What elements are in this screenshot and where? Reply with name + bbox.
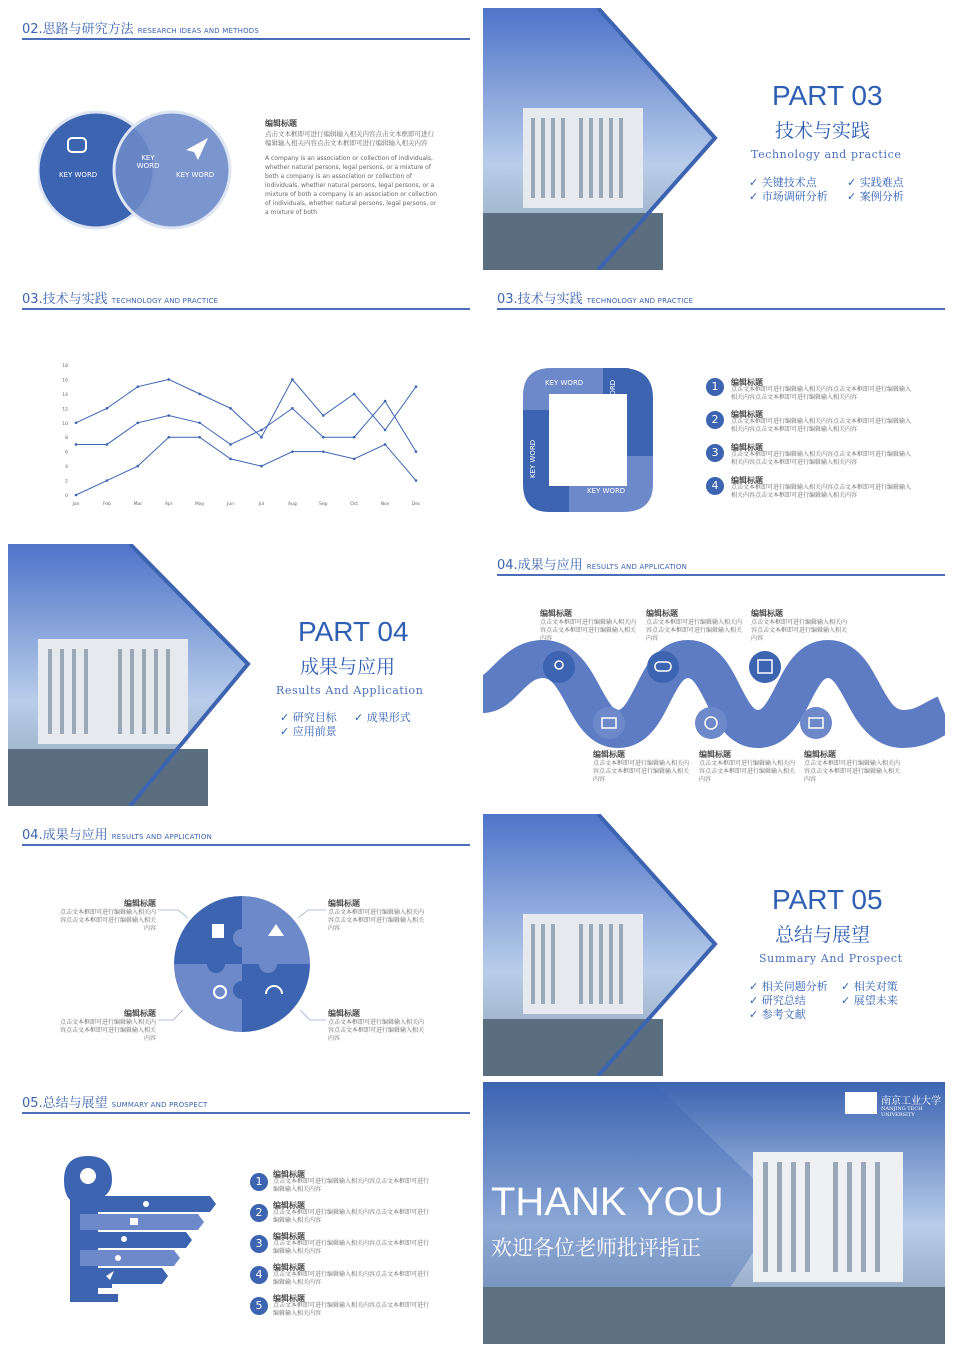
data-point bbox=[198, 421, 201, 424]
check-item: ✓ 关键技术点 bbox=[749, 176, 817, 189]
puzzle-item: 编辑标题 点击文本框即可进行编辑输入相关内容点击文本框即可进行编辑输入相关内容 bbox=[59, 899, 156, 932]
number-badge: 2 bbox=[706, 411, 724, 429]
data-point bbox=[137, 465, 140, 468]
slide-subtitle: TECHNOLOGY AND PRACTICE bbox=[111, 297, 219, 305]
part-number: PART 05 bbox=[772, 884, 883, 915]
item-desc: 点击文本框即可进行编辑输入相关内容点击文本框即可进行编辑输入相关内容 bbox=[273, 1178, 430, 1193]
x-tick-label: Sep bbox=[319, 502, 328, 507]
check-item: ✓ 相关问题分析 bbox=[749, 980, 828, 993]
location-icon bbox=[121, 1236, 127, 1242]
data-point bbox=[384, 400, 387, 403]
slide-title: 05.总结与展望 bbox=[22, 1096, 108, 1111]
data-point bbox=[75, 443, 78, 446]
part-title: 成果与应用 bbox=[300, 656, 396, 678]
check-item: ✓ 研究总结 bbox=[749, 994, 806, 1007]
item-title: 编辑标题 bbox=[731, 410, 763, 419]
part-title: 技术与实践 bbox=[775, 120, 871, 142]
x-tick-label: Jun bbox=[227, 502, 235, 507]
slide-key-list bbox=[8, 1082, 470, 1344]
x-tick-label: Jan bbox=[72, 502, 80, 507]
item-desc: 点击文本框即可进行编辑输入相关内容点击文本框即可进行编辑输入相关内容点击文本框即可进行编辑输入相关内容 bbox=[731, 418, 912, 433]
data-point bbox=[75, 494, 78, 497]
data-point bbox=[260, 465, 263, 468]
y-tick-label: 16 bbox=[62, 378, 68, 384]
y-tick-label: 12 bbox=[62, 407, 68, 413]
check-item: ✓ 参考文献 bbox=[749, 1008, 806, 1021]
slide-part03 bbox=[483, 8, 945, 270]
x-tick-label: Apr bbox=[164, 502, 173, 507]
series-line bbox=[76, 379, 416, 437]
slide-puzzle bbox=[8, 814, 470, 1076]
slide-part05 bbox=[483, 814, 945, 1076]
check-item: ✓ 实践难点 bbox=[847, 176, 904, 189]
data-point bbox=[415, 385, 418, 388]
item-desc: 点击文本框即可进行编辑输入相关内容点击文本框即可进行编辑输入相关内容点击文本框即可进行编辑输入相关内容 bbox=[731, 484, 912, 499]
x-tick-label: Dec bbox=[411, 502, 421, 507]
x-tick-label: Oct bbox=[350, 502, 359, 507]
check-item: ✓ 成果形式 bbox=[354, 711, 411, 724]
item-title: 编辑标题 bbox=[731, 476, 763, 485]
series-line bbox=[76, 437, 416, 495]
university-name-cn: 南京工业大学 bbox=[881, 1096, 941, 1107]
body-title: 编辑标题 bbox=[265, 119, 297, 128]
data-point bbox=[229, 443, 232, 446]
item-title: 编辑标题 bbox=[273, 1201, 305, 1210]
slide-subtitle: SUMMARY AND PROSPECT bbox=[111, 1101, 208, 1109]
data-point bbox=[229, 458, 232, 461]
keyword-bottom: KEY WORD bbox=[587, 487, 626, 495]
keyword-left: KEY WORD bbox=[529, 439, 537, 478]
timeline-item: 编辑标题 点击文本框即可进行编辑输入相关内容点击文本框即可进行编辑输入相关内容 bbox=[540, 609, 637, 642]
item-desc: 点击文本框即可进行编辑输入相关内容点击文本框即可进行编辑输入相关内容 bbox=[273, 1209, 430, 1224]
item-title: 编辑标题 bbox=[273, 1170, 305, 1179]
bulb-icon bbox=[143, 1201, 149, 1207]
number-badge: 3 bbox=[706, 444, 724, 462]
timeline-item: 编辑标题 点击文本框即可进行编辑输入相关内容点击文本框即可进行编辑输入相关内容 bbox=[593, 750, 690, 783]
data-point bbox=[137, 385, 140, 388]
x-tick-label: Nov bbox=[380, 502, 390, 507]
gear-icon bbox=[115, 1255, 121, 1261]
check-item: ✓ 市场调研分析 bbox=[749, 190, 828, 203]
data-point bbox=[198, 393, 201, 396]
slide-thank-you bbox=[483, 1082, 945, 1344]
series-line bbox=[76, 401, 416, 452]
y-tick-label: 18 bbox=[62, 364, 68, 369]
check-item: ✓ 案例分析 bbox=[847, 190, 904, 203]
data-point bbox=[260, 436, 263, 439]
timeline-item: 编辑标题 点击文本框即可进行编辑输入相关内容点击文本框即可进行编辑输入相关内容 bbox=[699, 750, 796, 783]
item-desc: 点击文本框即可进行编辑输入相关内容点击文本框即可进行编辑输入相关内容点击文本框即可进行编辑输入相关内容 bbox=[731, 386, 912, 401]
data-point bbox=[291, 407, 294, 410]
item-title: 编辑标题 bbox=[731, 378, 763, 387]
item-title: 编辑标题 bbox=[273, 1263, 305, 1272]
slide-part04 bbox=[8, 544, 470, 806]
bar-chart-icon bbox=[130, 1218, 138, 1225]
data-point bbox=[384, 429, 387, 432]
check-item: ✓ 相关对策 bbox=[841, 980, 898, 993]
part-subtitle: Results And Application bbox=[276, 684, 424, 697]
data-point bbox=[322, 414, 325, 417]
puzzle-item: 编辑标题 点击文本框即可进行编辑输入相关内容点击文本框即可进行编辑输入相关内容 bbox=[328, 1009, 425, 1042]
data-point bbox=[415, 479, 418, 482]
check-item: ✓ 应用前景 bbox=[280, 725, 337, 738]
x-tick-label: Aug bbox=[287, 502, 297, 507]
body-en: A company is an association or collection of individuals, whether natural persons, legal persons, or a mixture of both a company is an association or collection of individuals, whether natural persons, legal persons, or a mixture of both a company is an association or collection of individuals, whether natural persons, legal persons, or a mixture of both bbox=[265, 155, 438, 216]
data-point bbox=[322, 436, 325, 439]
data-point bbox=[291, 450, 294, 453]
number-badge: 2 bbox=[250, 1204, 268, 1222]
puzzle-item: 编辑标题 点击文本框即可进行编辑输入相关内容点击文本框即可进行编辑输入相关内容 bbox=[328, 899, 425, 932]
slide-research-methods bbox=[8, 8, 470, 270]
part-number: PART 03 bbox=[772, 80, 883, 111]
slide-wave-timeline bbox=[483, 544, 945, 806]
thank-you-subtitle: 欢迎各位老师批评指正 bbox=[491, 1236, 701, 1260]
y-tick-label: 6 bbox=[65, 450, 68, 456]
data-point bbox=[167, 414, 170, 417]
data-point bbox=[353, 458, 356, 461]
keyword-left: KEY WORD bbox=[59, 171, 98, 179]
slide-title: 04.成果与应用 bbox=[22, 828, 108, 843]
timeline-item: 编辑标题 点击文本框即可进行编辑输入相关内容点击文本框即可进行编辑输入相关内容 bbox=[646, 609, 743, 642]
slide-title: 03.技术与实践 bbox=[497, 292, 583, 307]
part-number: PART 04 bbox=[298, 616, 409, 647]
slide-title: 02.思路与研究方法 bbox=[22, 22, 134, 37]
data-point bbox=[291, 378, 294, 381]
slide-subtitle: RESULTS AND APPLICATION bbox=[111, 833, 213, 841]
part-subtitle: Summary And Prospect bbox=[759, 952, 903, 965]
number-badge: 1 bbox=[706, 378, 724, 396]
data-point bbox=[198, 436, 201, 439]
slide-subtitle: RESULTS AND APPLICATION bbox=[586, 563, 688, 571]
data-point bbox=[229, 407, 232, 410]
data-point bbox=[415, 450, 418, 453]
item-desc: 点击文本框即可进行编辑输入相关内容点击文本框即可进行编辑输入相关内容 bbox=[273, 1240, 430, 1255]
number-badge: 4 bbox=[250, 1266, 268, 1284]
data-point bbox=[384, 443, 387, 446]
data-point bbox=[167, 436, 170, 439]
university-name-en: NANJING TECH UNIVERSITY bbox=[881, 1106, 923, 1118]
keyword-right: KEY WORD bbox=[176, 171, 215, 179]
y-tick-label: 8 bbox=[65, 436, 68, 442]
check-item: ✓ 研究目标 bbox=[280, 711, 337, 724]
timeline-item: 编辑标题 点击文本框即可进行编辑输入相关内容点击文本框即可进行编辑输入相关内容 bbox=[804, 750, 901, 783]
line-chart bbox=[56, 360, 456, 530]
data-point bbox=[322, 450, 325, 453]
data-point bbox=[106, 443, 109, 446]
keyword-right: KEY WORD bbox=[609, 379, 617, 418]
item-desc: 点击文本框即可进行编辑输入相关内容点击文本框即可进行编辑输入相关内容 bbox=[273, 1271, 430, 1286]
slide-header bbox=[22, 1092, 470, 1114]
data-point bbox=[106, 407, 109, 410]
slide-title: 04.成果与应用 bbox=[497, 558, 583, 573]
university-logo bbox=[845, 1092, 877, 1114]
y-tick-label: 0 bbox=[65, 494, 68, 499]
keyword-top: KEY WORD bbox=[545, 379, 584, 387]
number-badge: 3 bbox=[250, 1235, 268, 1253]
timeline-item: 编辑标题 点击文本框即可进行编辑输入相关内容点击文本框即可进行编辑输入相关内容 bbox=[751, 609, 848, 642]
puzzle-item: 编辑标题 点击文本框即可进行编辑输入相关内容点击文本框即可进行编辑输入相关内容 bbox=[59, 1009, 156, 1042]
slide-subtitle: RESEARCH IDEAS AND METHODS bbox=[137, 27, 260, 35]
check-item: ✓ 展望未来 bbox=[841, 994, 898, 1007]
number-badge: 4 bbox=[706, 477, 724, 495]
data-point bbox=[353, 436, 356, 439]
x-tick-label: May bbox=[194, 502, 205, 507]
key-diagram bbox=[50, 1152, 230, 1322]
data-point bbox=[137, 421, 140, 424]
thank-you-title: THANK YOU bbox=[491, 1180, 724, 1224]
slide-title: 03.技术与实践 bbox=[22, 292, 108, 307]
data-point bbox=[353, 393, 356, 396]
building-photo bbox=[483, 8, 723, 270]
slide-header bbox=[497, 288, 945, 310]
slide-keyword-loop bbox=[483, 278, 945, 540]
x-tick-label: Jul bbox=[258, 502, 265, 507]
building-photo bbox=[483, 814, 723, 1076]
slide-subtitle: TECHNOLOGY AND PRACTICE bbox=[586, 297, 694, 305]
slide-line-chart bbox=[8, 278, 470, 540]
wave-diagram bbox=[483, 639, 945, 759]
y-tick-label: 10 bbox=[62, 421, 68, 427]
x-tick-label: Feb bbox=[102, 502, 111, 507]
part-subtitle: Technology and practice bbox=[751, 148, 902, 161]
keyword-middle: KEY WORD bbox=[136, 154, 160, 170]
item-title: 编辑标题 bbox=[731, 443, 763, 452]
slide-header bbox=[22, 288, 470, 310]
building-photo bbox=[8, 544, 258, 806]
slide-header bbox=[497, 554, 945, 576]
part-title: 总结与展望 bbox=[775, 924, 871, 946]
slide-header bbox=[22, 18, 470, 40]
item-title: 编辑标题 bbox=[273, 1294, 305, 1303]
x-tick-label: Mar bbox=[133, 502, 143, 507]
y-tick-label: 14 bbox=[62, 392, 68, 398]
body-cn: 点击文本框即可进行编辑输入相关内容点击文本框即可进行编辑输入相关内容点击文本框即可进行编辑输入相关内容 bbox=[265, 130, 434, 147]
item-desc: 点击文本框即可进行编辑输入相关内容点击文本框即可进行编辑输入相关内容 bbox=[273, 1302, 430, 1317]
item-title: 编辑标题 bbox=[273, 1232, 305, 1241]
data-point bbox=[167, 378, 170, 381]
number-badge: 5 bbox=[250, 1297, 268, 1315]
data-point bbox=[106, 479, 109, 482]
y-tick-label: 4 bbox=[65, 465, 68, 471]
item-desc: 点击文本框即可进行编辑输入相关内容点击文本框即可进行编辑输入相关内容点击文本框即可进行编辑输入相关内容 bbox=[731, 451, 912, 466]
data-point bbox=[260, 429, 263, 432]
data-point bbox=[75, 421, 78, 424]
number-badge: 1 bbox=[250, 1173, 268, 1191]
y-tick-label: 2 bbox=[65, 479, 68, 485]
